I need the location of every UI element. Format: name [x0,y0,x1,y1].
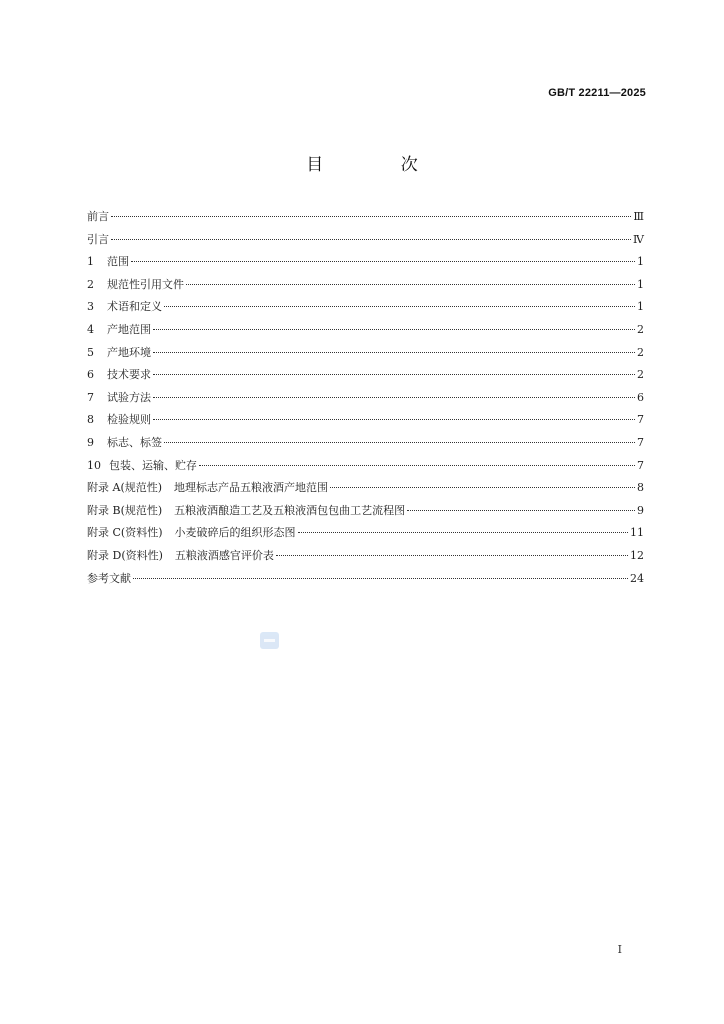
toc-dot-leader [153,397,635,398]
toc-entry-label: 附录 D(资料性) [87,548,163,562]
toc-entry[interactable] [87,568,644,591]
watermark-logo [260,632,279,649]
toc-entry-annex-title: 五粮液酒酿造工艺及五粮液酒包包曲工艺流程图 [174,503,406,517]
toc-entry-label: 规范性引用文件 [107,277,184,291]
toc-entry[interactable] [87,251,644,274]
toc-entry-page: 1 [637,277,644,291]
toc-entry[interactable] [87,319,644,342]
toc-entry[interactable] [87,409,644,432]
toc-entry-label: 参考文献 [87,571,131,585]
toc-dot-leader [276,555,628,556]
toc-entry[interactable] [87,387,644,410]
toc-entry[interactable] [87,522,644,545]
toc-entry[interactable] [87,296,644,319]
toc-dot-leader [164,306,635,307]
toc-entry[interactable] [87,364,644,387]
toc-entry-number: 5 [87,345,94,359]
toc-entry-page: 24 [630,571,644,585]
toc-entry[interactable] [87,455,644,478]
toc-dot-leader [164,442,635,443]
toc-entry-page: 2 [637,322,644,336]
toc-entry-page: Ⅲ [633,210,644,223]
toc-dot-leader [111,216,631,217]
toc-entry-number: 4 [87,322,94,336]
toc-entry-page: 1 [637,255,644,269]
toc-dot-leader [153,374,635,375]
toc-entry-number: 2 [87,277,94,291]
toc-entry-label: 产地环境 [107,345,151,359]
toc-entry-label: 技术要求 [107,368,151,382]
toc-entry-page: 7 [637,413,644,427]
toc-entry[interactable] [87,545,644,568]
toc-entry-page: 2 [637,368,644,382]
toc-entry-number: 8 [87,413,94,427]
toc-entry-page: 11 [630,526,644,540]
standard-number: GB/T 22211—2025 [548,87,646,99]
toc-entry-label: 术语和定义 [107,300,162,314]
toc-entry-number: 10 [87,458,101,472]
toc-entry-label: 附录 C(资料性) [87,526,163,540]
toc-dot-leader [153,329,635,330]
toc-entry-number: 3 [87,300,94,314]
toc-entry-number: 6 [87,368,94,382]
toc-dot-leader [153,419,635,420]
toc-dot-leader [298,532,629,533]
toc-entry-annex-title: 小麦破碎后的组织形态图 [174,526,296,540]
toc-entry-page: 2 [637,345,644,359]
toc-entry-number: 9 [87,435,94,449]
toc-entry[interactable] [87,274,644,297]
toc-entry-page: 9 [637,503,644,517]
toc-entry-page: 6 [637,390,644,404]
toc-entry-label: 附录 B(规范性) [87,503,163,517]
toc-entry-number: 7 [87,390,94,404]
toc-entry-annex-title: 五粮液酒感官评价表 [174,548,274,562]
toc-dot-leader [407,510,635,511]
toc-entry-label: 检验规则 [107,413,151,427]
toc-entry-label: 范围 [107,255,129,269]
toc-dot-leader [330,487,635,488]
toc-entry[interactable] [87,432,644,455]
toc-entry-label: 试验方法 [107,390,151,404]
toc-entry-label: 标志、标签 [107,435,162,449]
toc-entry[interactable] [87,500,644,523]
toc-entry-page: 12 [630,548,644,562]
toc-dot-leader [133,578,628,579]
toc-entry-page: 8 [637,481,644,495]
toc-entry-label: 附录 A(规范性) [87,481,163,495]
toc-entry-page: 7 [637,435,644,449]
toc-title: 目 次 [306,155,454,175]
toc-entry[interactable] [87,229,644,252]
toc-entry-label: 引言 [87,232,109,246]
table-of-contents [87,206,644,590]
toc-entry-label: 产地范围 [107,322,151,336]
toc-dot-leader [111,239,631,240]
toc-entry-label: 前言 [87,210,109,223]
toc-dot-leader [199,465,635,466]
toc-entry[interactable] [87,206,644,229]
toc-entry-page: 7 [637,458,644,472]
toc-entry[interactable] [87,342,644,365]
toc-entry-annex-title: 地理标志产品五粮液酒产地范围 [174,481,329,495]
toc-dot-leader [186,284,635,285]
toc-entry-label: 包装、运输、贮存 [109,458,197,472]
toc-entry-page: 1 [637,300,644,314]
toc-dot-leader [153,352,635,353]
toc-entry-number: 1 [87,255,94,269]
toc-dot-leader [131,261,635,262]
toc-entry-page: Ⅳ [633,232,644,246]
toc-entry[interactable] [87,477,644,500]
page-number: I [617,943,622,956]
